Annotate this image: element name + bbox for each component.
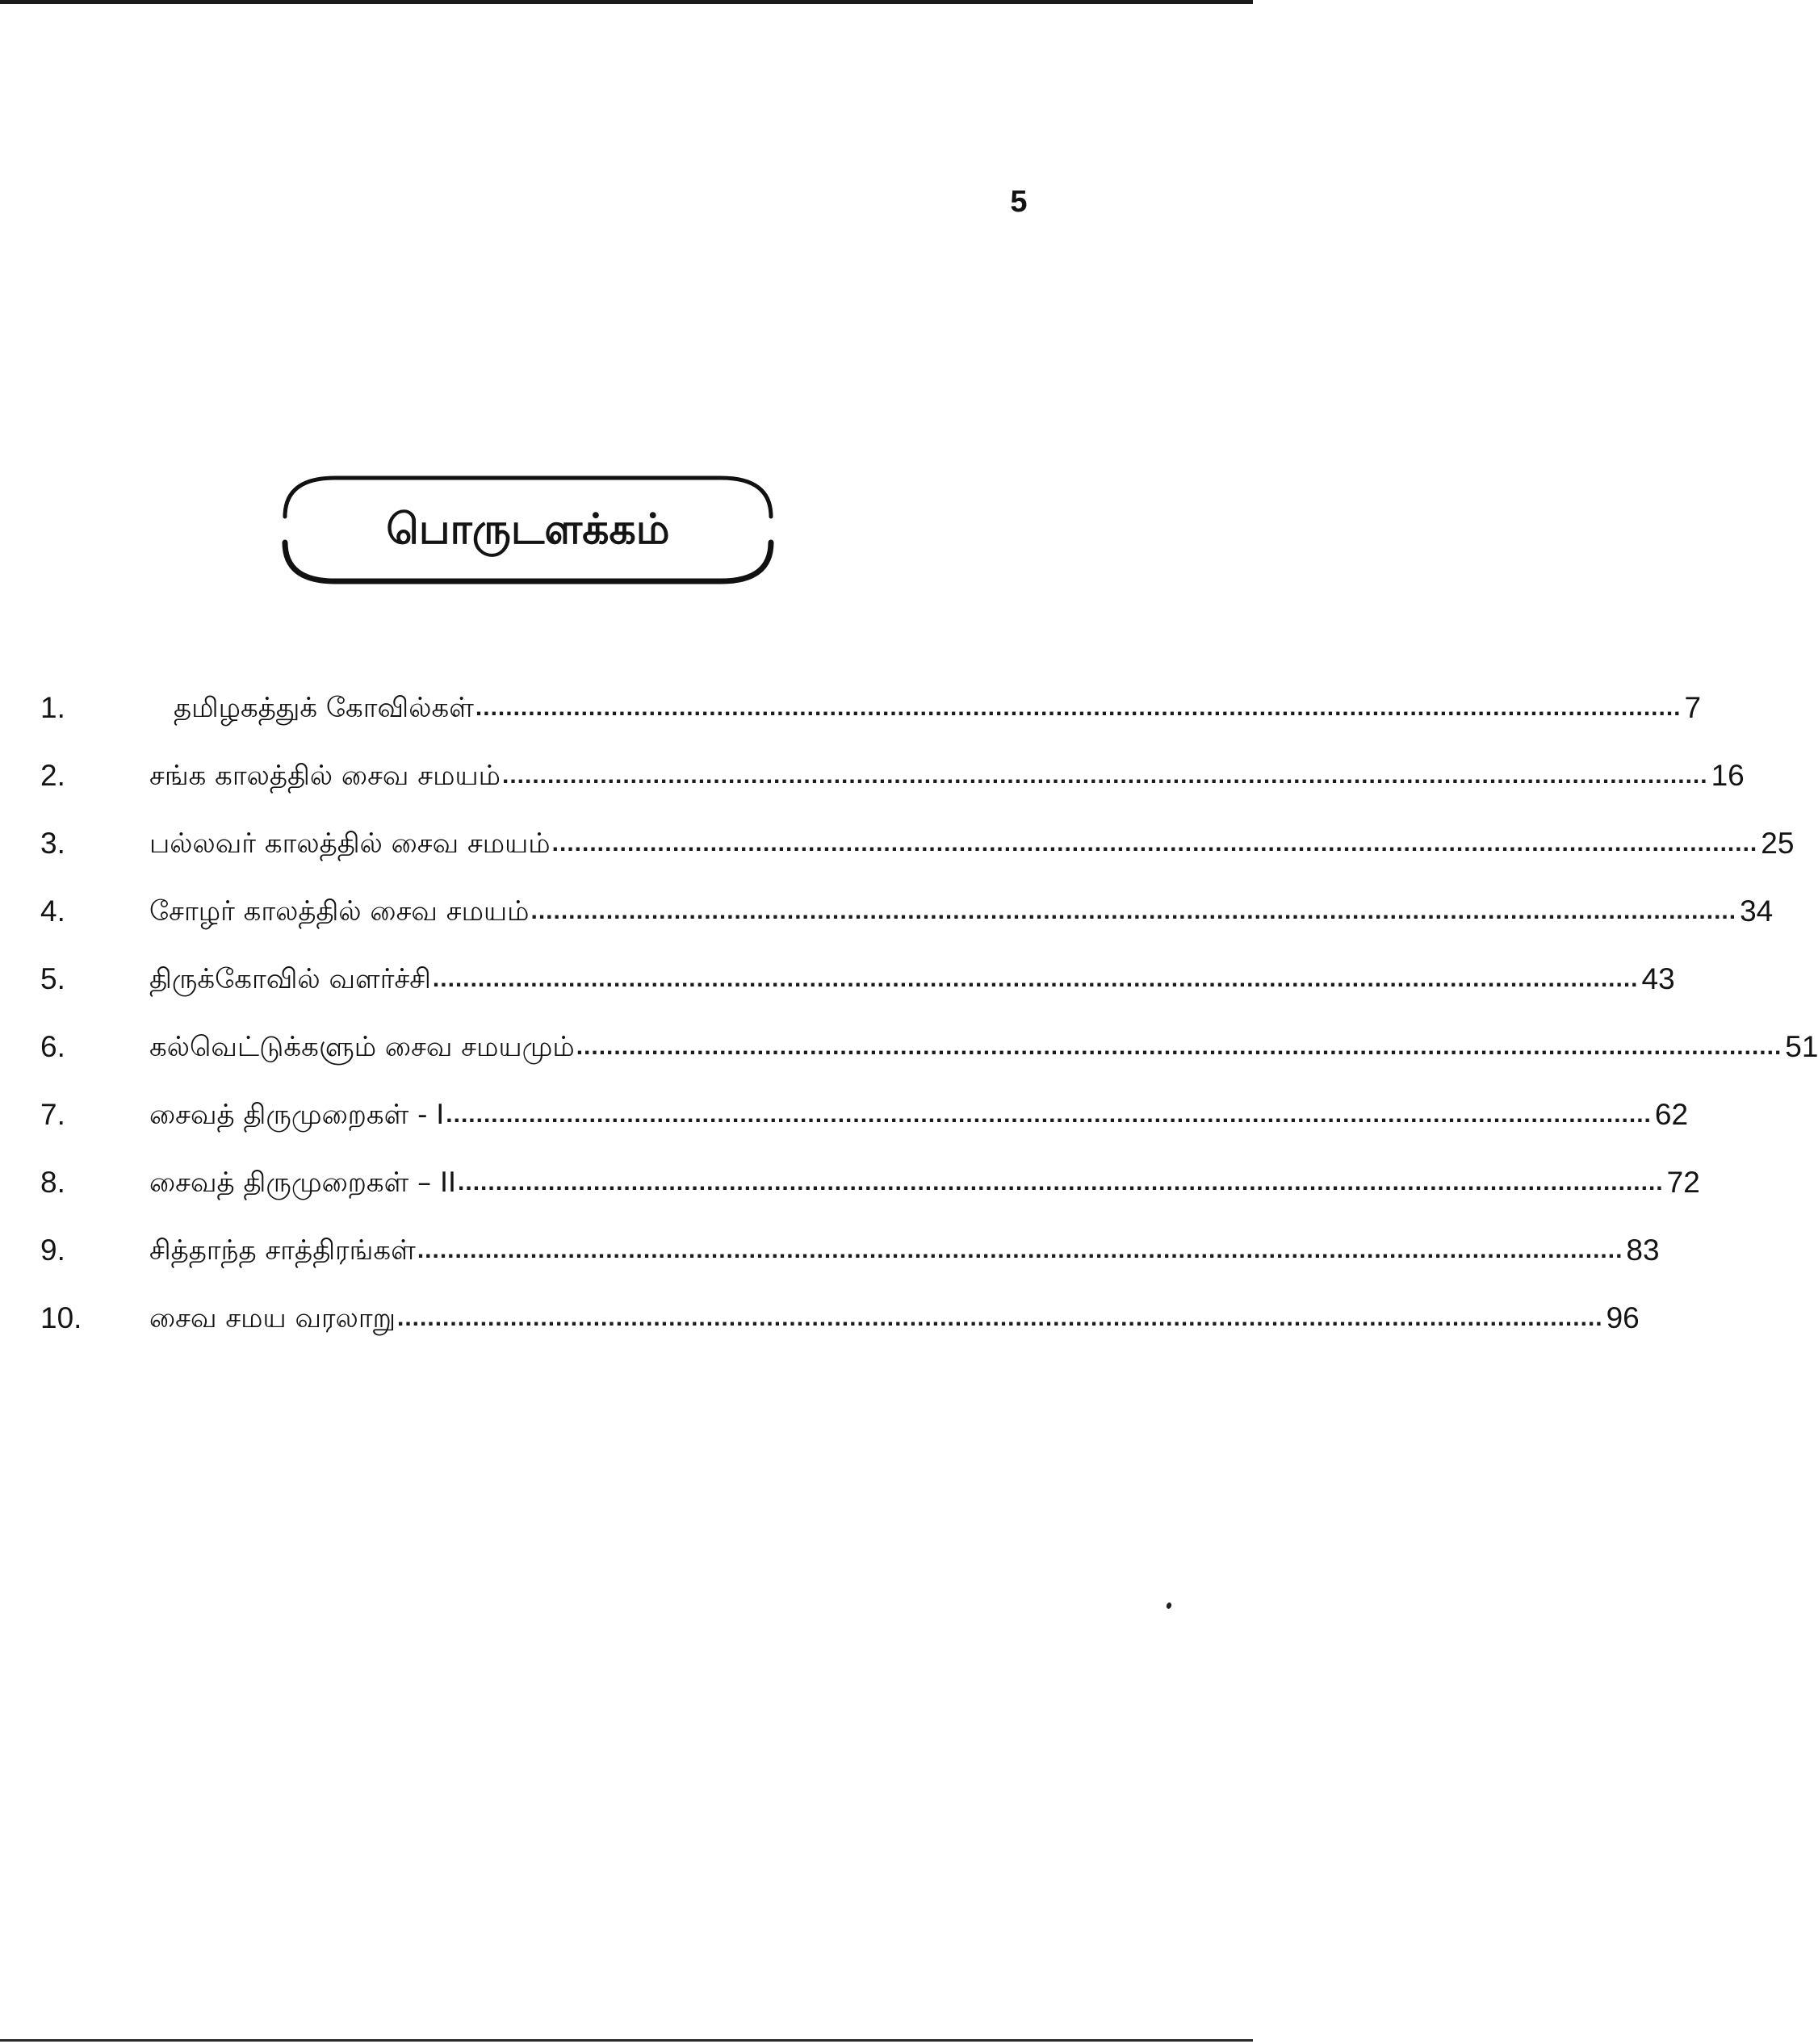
toc-entry-page: 83 xyxy=(1626,1234,1660,1267)
toc-entry-title: சைவத் திருமுறைகள் – II xyxy=(149,1167,457,1199)
toc-entry-title: சித்தாந்த சாத்திரங்கள் xyxy=(149,1234,416,1267)
toc-dot-leader: ................................................................................................................................................................ xyxy=(475,694,1682,721)
toc-entry-title: சோழர் காலத்தில் சைவ சமயம் xyxy=(149,895,530,928)
toc-entry-page: 25 xyxy=(1761,827,1795,860)
toc-dot-leader: ................................................................................................................................................................ xyxy=(501,762,1708,789)
toc-entry xyxy=(40,794,1795,861)
toc-entry-number: 4. xyxy=(40,894,65,928)
toc-entry xyxy=(40,997,1818,1065)
toc-entry-page: 43 xyxy=(1641,962,1675,995)
toc-dot-leader: ................................................................................................................................................................ xyxy=(432,965,1639,992)
toc-entry xyxy=(40,658,1702,726)
print-speck xyxy=(1166,1602,1172,1610)
toc-entry-number: 8. xyxy=(40,1166,65,1199)
toc-entry-title: சங்க காலத்தில் சைவ சமயம் xyxy=(149,760,501,792)
top-border-line xyxy=(0,0,1253,4)
toc-dot-leader: ................................................................................................................................................................ xyxy=(576,1033,1782,1060)
toc-entry xyxy=(40,861,1774,929)
toc-entry-page: 16 xyxy=(1711,759,1745,792)
toc-dot-leader: ................................................................................................................................................................ xyxy=(458,1169,1664,1196)
toc-entry-number: 3. xyxy=(40,827,65,860)
toc-entry xyxy=(40,1133,1700,1200)
toc-dot-leader: ................................................................................................................................................................ xyxy=(417,1237,1623,1263)
toc-entry-number: 10. xyxy=(40,1301,82,1334)
toc-entry-number: 7. xyxy=(40,1098,65,1131)
heading-frame xyxy=(279,468,777,591)
toc-entry-title: தமிழகத்துக் கோவில்கள் xyxy=(174,692,474,724)
toc-entry-page: 62 xyxy=(1654,1098,1689,1131)
toc-entry-page: 72 xyxy=(1666,1166,1700,1199)
toc-entry-title: கல்வெட்டுக்களும் சைவ சமயமும் xyxy=(149,1031,575,1063)
toc-entry-title: சைவத் திருமுறைகள் - I xyxy=(149,1099,445,1131)
toc-entry-number: 2. xyxy=(40,759,65,792)
toc-entry xyxy=(40,1268,1640,1336)
toc-dot-leader: ................................................................................................................................................................ xyxy=(397,1305,1603,1331)
toc-entry xyxy=(40,1065,1689,1133)
toc-entry-number: 9. xyxy=(40,1234,65,1267)
toc-dot-leader: ................................................................................................................................................................ xyxy=(530,898,1737,924)
toc-entry-title: சைவ சமய வரலாறு xyxy=(149,1302,396,1334)
toc-entry-number: 5. xyxy=(40,962,65,995)
toc-entry-number: 6. xyxy=(40,1030,65,1063)
toc-entry xyxy=(40,929,1675,997)
toc-dot-leader: ................................................................................................................................................................ xyxy=(446,1101,1652,1128)
toc-entry-page: 7 xyxy=(1684,691,1702,724)
toc-dot-leader: ................................................................................................................................................................ xyxy=(551,830,1758,857)
table-of-contents xyxy=(40,658,1818,1336)
toc-entry-page: 51 xyxy=(1785,1030,1818,1063)
page-number: 5 xyxy=(1010,185,1028,219)
contents-heading: பொருடளக்கம் xyxy=(386,505,670,554)
toc-entry-page: 34 xyxy=(1740,894,1774,928)
toc-entry xyxy=(40,726,1745,794)
bottom-border-line xyxy=(0,2039,1253,2042)
toc-entry xyxy=(40,1200,1660,1268)
toc-entry-number: 1. xyxy=(40,691,65,724)
toc-entry-title: பல்லவர் காலத்தில் சைவ சமயம் xyxy=(149,827,551,860)
toc-entry-page: 96 xyxy=(1606,1301,1640,1334)
toc-entry-title: திருக்கோவில் வளர்ச்சி xyxy=(149,963,431,995)
